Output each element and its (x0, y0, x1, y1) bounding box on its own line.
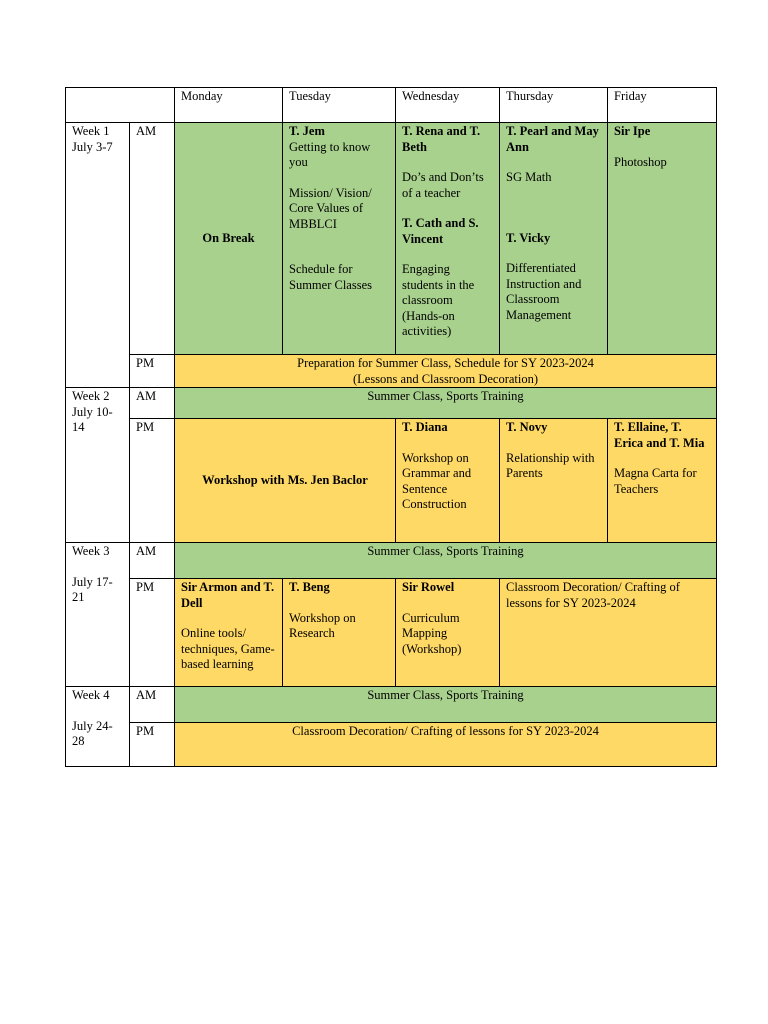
week3-pm-wednesday (396, 579, 500, 687)
armon-dell-name: Sir Armon and T. Dell (181, 580, 275, 610)
week2-label-cell (66, 388, 130, 543)
week1-am-friday (608, 123, 717, 355)
vicky-name: T. Vicky (506, 230, 551, 245)
t-jem-topic3: Schedule for Summer Classes (289, 262, 372, 292)
t-diana-topic: Workshop on Grammar and Sentence Construction (402, 450, 472, 511)
week4-dates: July 24-28 (72, 718, 113, 748)
week2-pm-row (66, 419, 717, 543)
week1-pm-row (66, 355, 717, 388)
week2-dates: July 10-14 (72, 404, 113, 434)
sir-rowel-topic: Curriculum Mapping (Workshop) (402, 610, 462, 656)
week2-am-cell: Summer Class, Sports Training (175, 388, 717, 419)
jen-baclor-workshop: Workshop with Ms. Jen Baclor (202, 473, 368, 488)
week4-pm-cell: Classroom Decoration/ Crafting of lessons for SY 2023-2024 (175, 723, 717, 767)
schedule-table (65, 87, 717, 767)
t-jem-name: T. Jem (289, 124, 325, 138)
week1-pm-line1: Preparation for Summer Class, Schedule for SY 2023-2024 (297, 356, 594, 370)
sir-rowel-name: Sir Rowel (402, 580, 455, 594)
week3-pm-row (66, 579, 717, 687)
week3-am-label: AM (130, 543, 175, 579)
rena-beth-name: T. Rena and T. Beth (402, 124, 481, 154)
header-tuesday: Tuesday (283, 88, 396, 123)
week3-pm-tuesday (283, 579, 396, 687)
week3-label-cell (66, 543, 130, 687)
week1-label: Week 1 (72, 124, 110, 138)
header-thursday: Thursday (500, 88, 608, 123)
week1-pm-line2: (Lessons and Classroom Decoration) (352, 371, 539, 386)
rena-beth-topic: Do’s and Don’ts of a teacher (402, 170, 484, 200)
t-novy-topic: Relationship with Parents (506, 450, 595, 480)
week4-label: Week 4 (72, 688, 110, 702)
t-diana-name: T. Diana (402, 420, 448, 434)
header-row (66, 88, 717, 123)
header-blank-cell (66, 88, 175, 123)
week2-pm-friday (608, 419, 717, 543)
week2-am-label: AM (130, 388, 175, 419)
ellaine-erica-mia-name: T. Ellaine, T. Erica and T. Mia (614, 420, 705, 450)
week4-am-row (66, 687, 717, 723)
t-beng-topic: Workshop on Research (289, 610, 356, 640)
week1-am-thursday (500, 123, 608, 355)
week4-pm-row (66, 723, 717, 767)
cath-vincent-name: T. Cath and S. Vincent (402, 216, 479, 246)
t-novy-name: T. Novy (506, 420, 548, 434)
vicky-topic: Differentiated Instruction and Classroom Management (506, 261, 582, 322)
week1-am-label: AM (130, 123, 175, 355)
week2-am-row (66, 388, 717, 419)
week1-pm-cell (175, 355, 717, 388)
header-friday: Friday (608, 88, 717, 123)
week4-pm-label: PM (130, 723, 175, 767)
week3-pm-monday (175, 579, 283, 687)
week2-label: Week 2 (72, 389, 110, 403)
header-wednesday: Wednesday (396, 88, 500, 123)
week3-am-cell: Summer Class, Sports Training (175, 543, 717, 579)
week3-pm-label: PM (130, 579, 175, 687)
week1-am-wednesday (396, 123, 500, 355)
week2-pm-mon-tue (175, 419, 396, 543)
week2-pm-label: PM (130, 419, 175, 543)
week4-label-cell (66, 687, 130, 767)
week3-am-row (66, 543, 717, 579)
sir-ipe-name: Sir Ipe (614, 124, 651, 138)
on-break-text: On Break (202, 231, 255, 246)
week1-am-tuesday (283, 123, 396, 355)
t-jem-topic1: Getting to know you (289, 139, 371, 169)
week1-pm-label: PM (130, 355, 175, 388)
week4-am-cell: Summer Class, Sports Training (175, 687, 717, 723)
week3-label: Week 3 (72, 544, 110, 558)
pearl-mayann-name: T. Pearl and May Ann (506, 124, 599, 154)
t-beng-name: T. Beng (289, 580, 330, 594)
sir-ipe-topic: Photoshop (614, 154, 667, 169)
t-jem-topic2: Mission/ Vision/ Core Values of MBBLCI (289, 185, 372, 231)
week1-am-monday (175, 123, 283, 355)
week1-am-row (66, 123, 717, 355)
week1-label-cell (66, 123, 130, 388)
pearl-mayann-topic: SG Math (506, 170, 552, 184)
week3-pm-thu-fri: Classroom Decoration/ Crafting of lessons for SY 2023-2024 (500, 579, 717, 687)
ellaine-erica-mia-topic: Magna Carta for Teachers (614, 466, 697, 496)
week1-dates: July 3-7 (72, 139, 113, 154)
header-monday: Monday (175, 88, 283, 123)
week3-dates: July 17-21 (72, 574, 113, 604)
week2-pm-wednesday (396, 419, 500, 543)
armon-dell-topic: Online tools/ techniques, Game-based learning (181, 626, 275, 671)
week4-am-label: AM (130, 687, 175, 723)
cath-vincent-topic: Engaging students in the classroom (Hands-on activities) (402, 262, 475, 338)
week2-pm-thursday (500, 419, 608, 543)
